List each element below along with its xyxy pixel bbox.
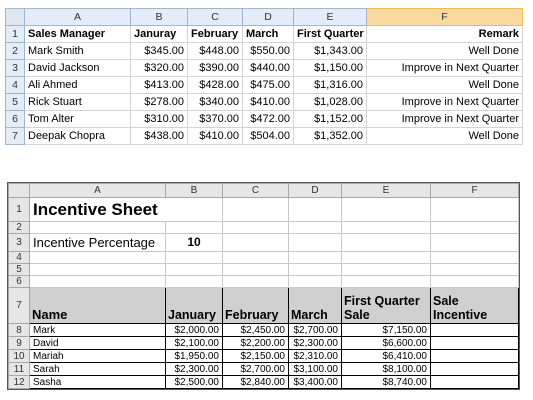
cell-feb[interactable]: $340.00 [188,94,243,111]
cell-manager[interactable]: Tom Alter [25,111,131,128]
cell-header-incentive[interactable]: Sale Incentive [431,288,519,324]
cell-feb[interactable]: $428.00 [188,77,243,94]
cell-jan[interactable]: $2,500.00 [166,376,223,389]
row-header[interactable]: 12 [9,376,30,389]
cell-remark[interactable]: Well Done [367,128,523,145]
row-header[interactable]: 11 [9,363,30,376]
table-row [9,363,519,376]
cell-feb[interactable]: $370.00 [188,111,243,128]
cell-remark[interactable]: Well Done [367,43,523,60]
cell-mar[interactable]: $472.00 [243,111,294,128]
column-header-a[interactable]: A [25,9,131,26]
empty-row [9,264,519,276]
cell-jan[interactable]: $310.00 [131,111,188,128]
cell-header-feb[interactable]: February [223,288,289,324]
cell-empty[interactable] [431,276,519,288]
cell-mar[interactable]: $410.00 [243,94,294,111]
cell-empty[interactable] [342,198,431,222]
cell-name[interactable]: Mariah [30,350,166,363]
sales-sheet [5,8,522,145]
cell-empty[interactable] [342,276,431,288]
cell-empty[interactable] [431,222,519,234]
cell-header-name[interactable]: Name [30,288,166,324]
cell-mar[interactable]: $3,400.00 [289,376,342,389]
row-header[interactable]: 8 [9,324,30,337]
column-header-f[interactable]: F [367,9,523,26]
cell-feb[interactable]: $448.00 [188,43,243,60]
cell-feb[interactable]: $410.00 [188,128,243,145]
header-row [6,26,523,43]
cell-quarter[interactable]: $1,343.00 [294,43,367,60]
cell-header-feb[interactable]: February [188,26,243,43]
cell-header-mar[interactable]: March [289,288,342,324]
cell-empty[interactable] [166,264,223,276]
column-header-d[interactable]: D [289,184,342,198]
cell-mar[interactable]: $440.00 [243,60,294,77]
cell-jan[interactable]: $2,000.00 [166,324,223,337]
cell-mar[interactable]: $2,310.00 [289,350,342,363]
cell-quarter[interactable]: $1,352.00 [294,128,367,145]
cell-incentive[interactable] [431,337,519,350]
cell-mar[interactable]: $3,100.00 [289,363,342,376]
cell-empty[interactable] [166,276,223,288]
cell-empty[interactable] [289,252,342,264]
sheet-title[interactable]: Incentive Sheet [30,198,223,222]
cell-empty[interactable] [166,222,223,234]
cell-mar[interactable]: $504.00 [243,128,294,145]
cell-empty[interactable] [289,276,342,288]
cell-mar[interactable]: $2,300.00 [289,337,342,350]
select-all-corner[interactable] [9,184,30,198]
cell-empty[interactable] [223,198,289,222]
cell-jan[interactable]: $413.00 [131,77,188,94]
cell-feb[interactable]: $2,700.00 [223,363,289,376]
row-header[interactable]: 7 [9,288,30,324]
row-header[interactable]: 4 [6,77,25,94]
column-header-e[interactable]: E [294,9,367,26]
cell-empty[interactable] [223,276,289,288]
column-header-b[interactable]: B [166,184,223,198]
table-row [9,324,519,337]
cell-name[interactable]: Sarah [30,363,166,376]
row-header[interactable]: 9 [9,337,30,350]
cell-empty[interactable] [289,234,342,252]
row-header[interactable]: 2 [9,222,30,234]
cell-quarter[interactable]: $1,150.00 [294,60,367,77]
cell-quarter[interactable]: $1,028.00 [294,94,367,111]
row-header[interactable]: 3 [9,234,30,252]
cell-manager[interactable]: Ali Ahmed [25,77,131,94]
title-row [9,198,519,222]
cell-header-quarter[interactable]: First Quarter Sale [342,288,431,324]
cell-header-mar[interactable]: March [243,26,294,43]
cell-quarter[interactable]: $6,600.00 [342,337,431,350]
incentive-percentage-value[interactable]: 10 [166,234,223,252]
empty-row [9,276,519,288]
cell-jan[interactable]: $345.00 [131,43,188,60]
table-row [6,94,523,111]
cell-header-remark[interactable]: Remark [367,26,523,43]
cell-remark[interactable]: Well Done [367,77,523,94]
cell-header-jan[interactable]: January [166,288,223,324]
column-header-row [9,184,519,198]
cell-empty[interactable] [342,234,431,252]
cell-manager[interactable]: Mark Smith [25,43,131,60]
cell-jan[interactable]: $2,300.00 [166,363,223,376]
cell-manager[interactable]: Deepak Chopra [25,128,131,145]
column-header-f[interactable]: F [431,184,519,198]
sales-grid [5,8,523,145]
cell-incentive[interactable] [431,376,519,389]
cell-header-manager[interactable]: Sales Manager [25,26,131,43]
cell-empty[interactable] [30,252,166,264]
row-header[interactable]: 1 [6,26,25,43]
select-all-corner[interactable] [6,9,25,26]
row-header[interactable]: 5 [6,94,25,111]
column-header-d[interactable]: D [243,9,294,26]
cell-header-quarter[interactable]: First Quarter [294,26,367,43]
cell-feb[interactable]: $2,450.00 [223,324,289,337]
incentive-grid [8,183,519,389]
cell-quarter[interactable]: $8,100.00 [342,363,431,376]
cell-remark[interactable]: Improve in Next Quarter [367,60,523,77]
cell-empty[interactable] [289,222,342,234]
row-header[interactable]: 6 [6,111,25,128]
cell-empty[interactable] [30,264,166,276]
cell-empty[interactable] [431,264,519,276]
row-header[interactable]: 10 [9,350,30,363]
cell-quarter[interactable]: $1,152.00 [294,111,367,128]
cell-empty[interactable] [431,234,519,252]
empty-row [9,222,519,234]
table-row [6,43,523,60]
cell-jan[interactable]: $320.00 [131,60,188,77]
cell-empty[interactable] [342,264,431,276]
cell-empty[interactable] [431,198,519,222]
empty-row [9,252,519,264]
cell-quarter[interactable]: $7,150.00 [342,324,431,337]
cell-mar[interactable]: $475.00 [243,77,294,94]
cell-name[interactable]: Sasha [30,376,166,389]
column-header-c[interactable]: C [188,9,243,26]
cell-empty[interactable] [30,276,166,288]
column-header-row [6,9,523,26]
table-row [6,111,523,128]
cell-empty[interactable] [342,222,431,234]
incentive-sheet [8,183,518,389]
row-header[interactable]: 2 [6,43,25,60]
cell-header-jan[interactable]: Januray [131,26,188,43]
table-row [9,350,519,363]
cell-remark[interactable]: Improve in Next Quarter [367,111,523,128]
table-row [6,77,523,94]
cell-empty[interactable] [431,252,519,264]
percentage-row [9,234,519,252]
cell-empty[interactable] [223,222,289,234]
cell-feb[interactable]: $2,200.00 [223,337,289,350]
cell-incentive[interactable] [431,350,519,363]
cell-empty[interactable] [223,264,289,276]
cell-incentive[interactable] [431,363,519,376]
column-header-a[interactable]: A [30,184,166,198]
cell-empty[interactable] [289,264,342,276]
cell-feb[interactable]: $390.00 [188,60,243,77]
cell-empty[interactable] [223,234,289,252]
table-row [6,128,523,145]
cell-quarter[interactable]: $8,740.00 [342,376,431,389]
table-row [9,337,519,350]
table-row [9,376,519,389]
cell-empty[interactable] [223,252,289,264]
column-header-b[interactable]: B [131,9,188,26]
cell-incentive[interactable] [431,324,519,337]
cell-manager[interactable]: Rick Stuart [25,94,131,111]
cell-name[interactable]: Mark [30,324,166,337]
row-header[interactable]: 7 [6,128,25,145]
cell-mar[interactable]: $2,700.00 [289,324,342,337]
column-header-c[interactable]: C [223,184,289,198]
row-header[interactable]: 6 [9,276,30,288]
row-header[interactable]: 5 [9,264,30,276]
column-header-e[interactable]: E [342,184,431,198]
header-row [9,288,519,324]
cell-jan[interactable]: $2,100.00 [166,337,223,350]
cell-manager[interactable]: David Jackson [25,60,131,77]
row-header[interactable]: 1 [9,198,30,222]
row-header[interactable]: 3 [6,60,25,77]
cell-empty[interactable] [30,222,166,234]
cell-remark[interactable]: Improve in Next Quarter [367,94,523,111]
cell-feb[interactable]: $2,150.00 [223,350,289,363]
row-header[interactable]: 4 [9,252,30,264]
incentive-percentage-label[interactable]: Incentive Percentage [30,234,166,252]
cell-empty[interactable] [166,252,223,264]
cell-empty[interactable] [289,198,342,222]
cell-mar[interactable]: $550.00 [243,43,294,60]
cell-feb[interactable]: $2,840.00 [223,376,289,389]
cell-quarter[interactable]: $6,410.00 [342,350,431,363]
cell-quarter[interactable]: $1,316.00 [294,77,367,94]
cell-jan[interactable]: $1,950.00 [166,350,223,363]
cell-name[interactable]: David [30,337,166,350]
cell-jan[interactable]: $278.00 [131,94,188,111]
cell-jan[interactable]: $438.00 [131,128,188,145]
table-row [6,60,523,77]
cell-empty[interactable] [342,252,431,264]
